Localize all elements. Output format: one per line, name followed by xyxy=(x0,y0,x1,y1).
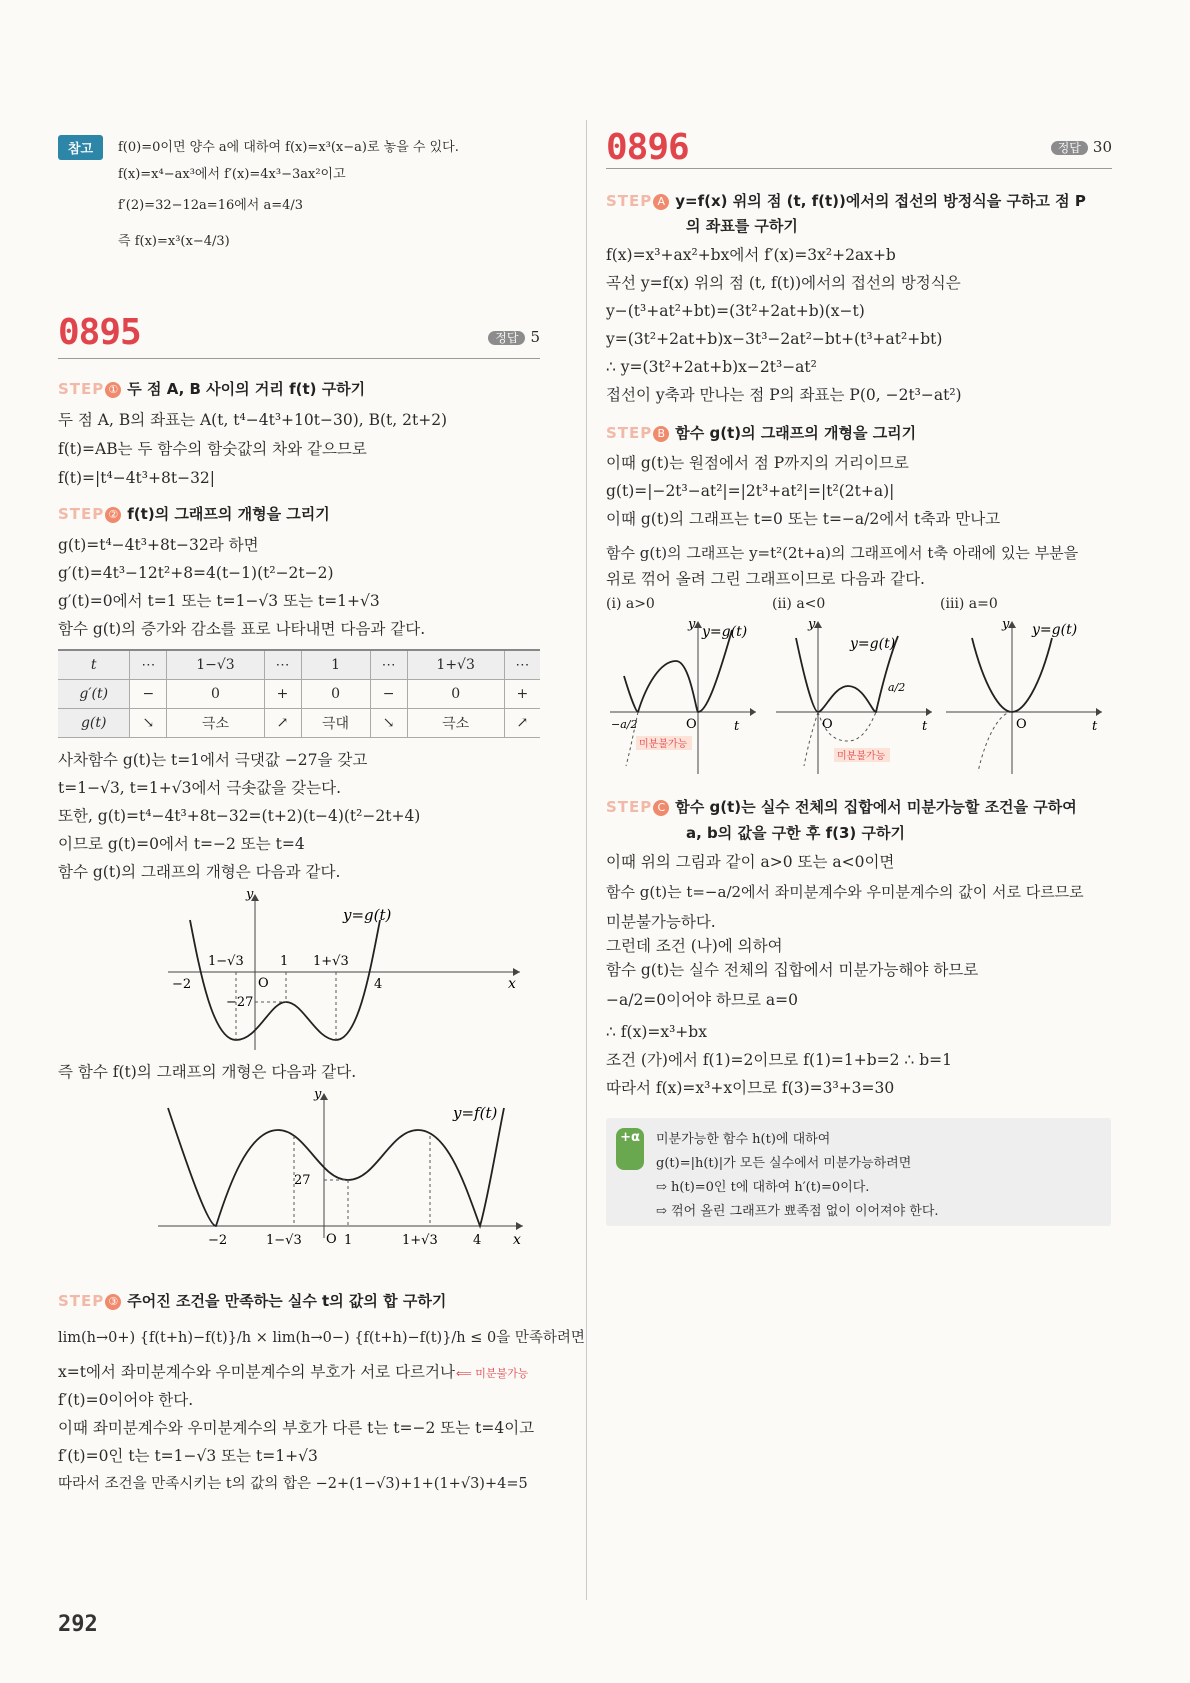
graph-case-a-positive xyxy=(606,616,766,776)
solution-line: t=1−√3, t=1+√3에서 극솟값을 갖는다. xyxy=(58,779,341,797)
note-line: f′(2)=32−12a=16에서 a=4/3 xyxy=(118,198,304,213)
plus-alpha-icon: +α xyxy=(616,1128,644,1170)
origin-label: O xyxy=(686,717,697,732)
solution-line: f(t)=AB는 두 함수의 함숫값의 차와 같으므로 xyxy=(58,440,367,458)
solution-line: x=t에서 좌미분계수와 우미분계수의 부호가 서로 다르거나 xyxy=(58,1363,455,1381)
solution-line: 이때 g(t)의 그래프는 t=0 또는 t=−a/2에서 t축과 만나고 xyxy=(606,510,1001,528)
limit-line: lim(h→0+) {f(t+h)−f(t)}/h × lim(h→0−) {f(t+h)−f(t)}/h ≤ 0을 만족하려면 xyxy=(58,1330,585,1346)
step-heading: STEP B 함수 g(t)의 그래프의 개형을 그리기 xyxy=(606,424,917,442)
solution-line: 따라서 f(x)=x³+x이므로 f(3)=3³+3=30 xyxy=(606,1079,895,1097)
t-label: t xyxy=(734,719,740,734)
tick-label: 1+√3 xyxy=(313,954,349,969)
solution-line: g′(t)=4t³−12t²+8=4(t−1)(t²−2t−2) xyxy=(58,564,334,582)
solution-line: 함수 g(t)의 증가와 감소를 표로 나타내면 다음과 같다. xyxy=(58,620,426,638)
answer-badge: 정답 xyxy=(488,331,525,345)
solution-line: 사차함수 g(t)는 t=1에서 극댓값 −27을 갖고 xyxy=(58,751,368,769)
tick-label: 1−√3 xyxy=(266,1233,302,1248)
origin-label: O xyxy=(1016,717,1027,732)
solution-line: −a/2=0이어야 하므로 a=0 xyxy=(606,991,798,1009)
tick-label: −2 xyxy=(172,977,192,992)
note-line: f(x)=x⁴−ax³에서 f′(x)=4x³−3ax²이고 xyxy=(118,167,346,182)
t-label: t xyxy=(1092,719,1098,734)
solution-line: ∴ f(x)=x³+bx xyxy=(606,1023,707,1041)
curve-label: y=g(t) xyxy=(702,624,748,640)
curve-label: y=g(t) xyxy=(850,636,896,652)
graph-g xyxy=(158,890,528,1060)
curve-g xyxy=(190,920,383,1040)
dashed-curve xyxy=(978,712,1012,772)
x-axis-arrow xyxy=(516,1222,523,1230)
solution-line: y−(t³+at²+bt)=(3t²+2at+b)(x−t) xyxy=(606,302,865,320)
t-axis-arrow xyxy=(750,708,756,716)
x-axis-arrow xyxy=(513,968,520,976)
tick-label: −2 xyxy=(208,1233,228,1248)
solution-line: 이때 위의 그림과 같이 a>0 또는 a<0이면 xyxy=(606,853,895,871)
y-label: y xyxy=(688,617,696,632)
tick-label: 1 xyxy=(280,954,289,969)
solution-line: 미분불가능하다. xyxy=(606,913,716,931)
solution-line: 그런데 조건 (나)에 의하여 xyxy=(606,937,783,955)
value-label: 27 xyxy=(294,1173,311,1188)
tick-label: 4 xyxy=(473,1233,482,1248)
root-label: −a/2 xyxy=(611,718,638,731)
step-heading-cont: a, b의 값을 구한 후 f(3) 구하기 xyxy=(686,824,905,842)
tip-box xyxy=(606,1118,1111,1226)
page-number: 292 xyxy=(58,1612,98,1637)
solution-line: 즉 함수 f(t)의 그래프의 개형은 다음과 같다. xyxy=(58,1063,357,1081)
graph-case-a-zero xyxy=(942,616,1112,776)
solution-line: f′(t)=0인 t는 t=1−√3 또는 t=1+√3 xyxy=(58,1447,318,1465)
answer-label xyxy=(488,328,540,346)
solution-line: 곡선 y=f(x) 위의 점 (t, f(t))에서의 접선의 방정식은 xyxy=(606,274,961,292)
step-heading: STEP A y=f(x) 위의 점 (t, f(t))에서의 접선의 방정식을 구하고 점 P xyxy=(606,192,1086,210)
table-row: t ⋯ 1−√3 ⋯ 1 ⋯ 1+√3 ⋯ xyxy=(58,650,540,680)
solution-line: f(t)=|t⁴−4t³+8t−32| xyxy=(58,469,216,487)
origin-label: O xyxy=(822,717,833,732)
problem-number: 0895 xyxy=(58,312,141,353)
solution-line: f(x)=x³+ax²+bx에서 f′(x)=3x²+2ax+b xyxy=(606,246,896,264)
solution-line: 또한, g(t)=t⁴−4t³+8t−32=(t+2)(t−4)(t²−2t+4) xyxy=(58,807,421,825)
step-heading: STEP ② f(t)의 그래프의 개형을 그리기 xyxy=(58,505,330,523)
solution-line: ∴ y=(3t²+2at+b)x−2t³−at² xyxy=(606,358,817,376)
solution-line: 함수 g(t)는 t=−a/2에서 좌미분계수와 우미분계수의 값이 서로 다르므로 xyxy=(606,883,1084,901)
t-axis-arrow xyxy=(926,708,932,716)
y-label: y xyxy=(246,890,254,902)
side-note: ⟸ 미분불가능 xyxy=(456,1367,529,1380)
table-row: g(t) ↘ 극소 ↗ 극대 ↘ 극소 ↗ xyxy=(58,709,540,738)
answer-value: 5 xyxy=(530,328,540,346)
graph-f xyxy=(148,1088,528,1253)
curve-g xyxy=(624,630,732,712)
non-differentiable-badge: 미분불가능 xyxy=(639,739,688,750)
case-label: (ⅲ) a=0 xyxy=(940,596,998,612)
y-label: y xyxy=(808,617,816,632)
tick-label: 1+√3 xyxy=(402,1233,438,1248)
step-heading: STEP C 함수 g(t)는 실수 전체의 집합에서 미분가능할 조건을 구하여 xyxy=(606,798,1077,816)
curve-label: y=g(t) xyxy=(1032,622,1078,638)
solution-line: y=(3t²+2at+b)x−3t³−2at²−bt+(t³+at²+bt) xyxy=(606,330,943,348)
solution-line: g′(t)=0에서 t=1 또는 t=1−√3 또는 t=1+√3 xyxy=(58,592,380,610)
problem-rule xyxy=(606,168,1112,169)
graph-case-a-negative xyxy=(772,616,942,776)
solution-line: g(t)=|−2t³−at²|=|2t³+at²|=|t²(2t+a)| xyxy=(606,482,895,500)
curve-label: y=g(t) xyxy=(343,906,392,924)
origin-label: O xyxy=(326,1232,337,1247)
solution-line: 두 점 A, B의 좌표는 A(t, t⁴−4t³+10t−30), B(t, 2t+2) xyxy=(58,411,448,429)
dashed-curve xyxy=(804,712,818,766)
value-label: −27 xyxy=(226,995,254,1010)
tick-label: 1−√3 xyxy=(208,954,244,969)
t-label: t xyxy=(922,719,928,734)
non-differentiable-badge: 미분불가능 xyxy=(837,751,886,762)
curve-label: y=f(t) xyxy=(453,1104,498,1122)
y-label: y xyxy=(314,1088,322,1102)
y-label: y xyxy=(1002,617,1010,632)
tick-label: 1 xyxy=(344,1233,353,1248)
x-label: x xyxy=(513,1232,521,1248)
origin-label: O xyxy=(258,976,269,991)
table-row: g′(t) − 0 + 0 − 0 + xyxy=(58,680,540,709)
x-label: x xyxy=(508,976,516,992)
tip-line: ⇨ 꺾어 올린 그래프가 뾰족점 없이 이어져야 한다. xyxy=(656,1204,939,1219)
solution-line: 조건 (가)에서 f(1)=2이므로 f(1)=1+b=2 ∴ b=1 xyxy=(606,1051,952,1069)
solution-line: 이때 좌미분계수와 우미분계수의 부호가 다른 t는 t=−2 또는 t=4이고 xyxy=(58,1419,535,1437)
step-heading: STEP ① 두 점 A, B 사이의 거리 f(t) 구하기 xyxy=(58,380,366,398)
problem-rule xyxy=(58,358,540,359)
tip-line: ⇨ h(t)=0인 t에 대하여 h′(t)=0이다. xyxy=(656,1180,870,1195)
curve-f xyxy=(168,1108,504,1226)
step-heading-cont: 의 좌표를 구하기 xyxy=(686,217,798,235)
case-label: (ⅱ) a<0 xyxy=(772,596,826,612)
solution-line: 이므로 g(t)=0에서 t=−2 또는 t=4 xyxy=(58,835,305,853)
problem-number: 0896 xyxy=(606,127,689,168)
case-label: (ⅰ) a>0 xyxy=(606,596,655,612)
note-line: f(0)=0이면 양수 a에 대하여 f(x)=x³(x−a)로 놓을 수 있다. xyxy=(118,140,459,155)
solution-line: f′(t)=0이어야 한다. xyxy=(58,1391,194,1409)
solution-line: 접선이 y축과 만나는 점 P의 좌표는 P(0, −2t³−at²) xyxy=(606,386,962,404)
t-axis-arrow xyxy=(1096,708,1102,716)
tip-line: 미분가능한 함수 h(t)에 대하여 xyxy=(656,1132,831,1147)
solution-line: g(t)=t⁴−4t³+8t−32라 하면 xyxy=(58,536,259,554)
step-heading: STEP ③ 주어진 조건을 만족하는 실수 t의 값의 합 구하기 xyxy=(58,1292,447,1310)
solution-line: 위로 꺾어 올려 그린 그래프이므로 다음과 같다. xyxy=(606,570,925,588)
tick-label: 4 xyxy=(374,977,383,992)
note-badge: 참고 xyxy=(58,135,103,160)
solution-line: 함수 g(t)의 그래프의 개형은 다음과 같다. xyxy=(58,863,341,881)
variation-table xyxy=(58,649,540,738)
note-line: 즉 f(x)=x³(x−4/3) xyxy=(118,234,230,249)
answer-badge: 정답 xyxy=(1051,141,1088,155)
solution-line: 이때 g(t)는 원점에서 점 P까지의 거리이므로 xyxy=(606,454,909,472)
root-label: a/2 xyxy=(888,681,906,694)
solution-line: 함수 g(t)의 그래프는 y=t²(2t+a)의 그래프에서 t축 아래에 있는 부분을 xyxy=(606,544,1079,562)
solution-line: 함수 g(t)는 실수 전체의 집합에서 미분가능해야 하므로 xyxy=(606,961,979,979)
answer-value: 30 xyxy=(1092,138,1112,156)
solution-line: 따라서 조건을 만족시키는 t의 값의 합은 −2+(1−√3)+1+(1+√3)+4=5 xyxy=(58,1476,528,1492)
answer-label xyxy=(1051,138,1112,156)
column-divider xyxy=(586,120,587,1600)
tip-line: g(t)=|h(t)|가 모든 실수에서 미분가능하려면 xyxy=(656,1156,912,1171)
